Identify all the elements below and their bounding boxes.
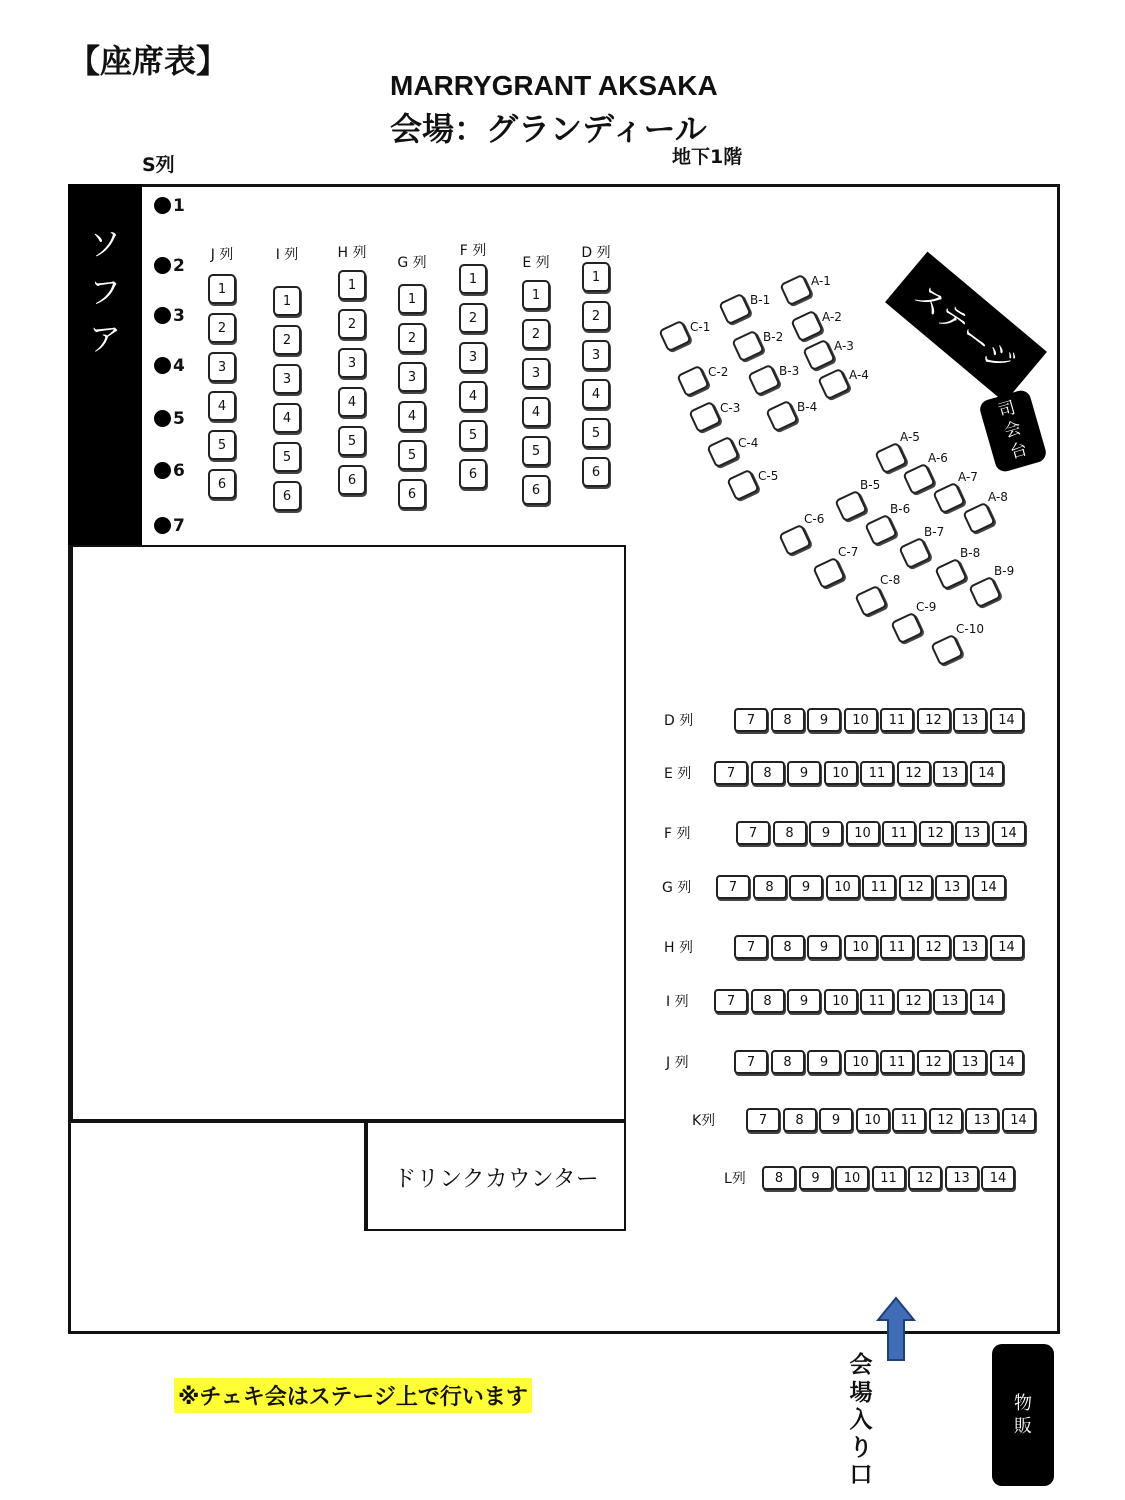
seat: 6 (338, 465, 366, 495)
sofa-seat-number: 7 (173, 516, 185, 536)
sofa-row-label: S列 (142, 154, 175, 176)
seat: 14 (990, 935, 1024, 959)
seat: 2 (459, 303, 487, 333)
seat: 4 (582, 379, 610, 409)
seat-dot-icon (154, 517, 171, 534)
seat: 4 (398, 401, 426, 431)
seat: 11 (872, 1166, 906, 1190)
seat: 4 (338, 387, 366, 417)
row-label: F 列 (664, 826, 691, 842)
seat: 8 (771, 1050, 805, 1074)
seat: 12 (908, 1166, 942, 1190)
seat-dot-icon (154, 410, 171, 427)
seat: 14 (992, 821, 1026, 845)
seat: 11 (860, 761, 894, 785)
row-label: L列 (724, 1171, 746, 1187)
seat: 11 (862, 875, 896, 899)
seat: 8 (751, 989, 785, 1013)
seat: 13 (935, 875, 969, 899)
sofa-seat-number: 3 (173, 306, 185, 326)
floor-block (71, 545, 626, 1121)
sofa-seat (154, 256, 185, 276)
sofa (68, 184, 142, 545)
seat: 12 (917, 935, 951, 959)
seat: 13 (965, 1108, 999, 1132)
sofa-seat-number: 6 (173, 461, 185, 481)
round-seat-label: A-8 (988, 490, 1008, 504)
seat: 1 (459, 264, 487, 294)
row-label: I 列 (666, 994, 689, 1010)
seat: 11 (880, 708, 914, 732)
page-title: 【座席表】 (68, 42, 229, 80)
seat: 3 (208, 352, 236, 382)
venue-hall: 会場：グランディール (390, 110, 707, 148)
round-seat-label: B-6 (890, 502, 911, 516)
seat: 4 (273, 403, 301, 433)
sofa-seat-number: 4 (173, 356, 185, 376)
seat: 8 (783, 1108, 817, 1132)
sofa-seat-number: 2 (173, 256, 185, 276)
seat: 10 (844, 1050, 878, 1074)
mc-char: 会 (1001, 418, 1024, 443)
sofa-seat-number: 5 (173, 409, 185, 429)
round-seat-label: C-4 (738, 436, 759, 450)
seat: 12 (917, 1050, 951, 1074)
seat: 14 (1002, 1108, 1036, 1132)
sofa-seat (154, 409, 185, 429)
round-seat-label: C-6 (804, 512, 825, 526)
merch-char: 販 (1014, 1416, 1032, 1437)
round-seat-label: C-2 (708, 365, 729, 379)
column-label: H 列 (337, 245, 367, 261)
seat: 9 (807, 935, 841, 959)
seat: 8 (753, 875, 787, 899)
seat: 6 (273, 481, 301, 511)
seat: 3 (459, 342, 487, 372)
seat: 14 (981, 1166, 1015, 1190)
round-seat-label: A-2 (822, 310, 842, 324)
entrance-char: 場 (849, 1379, 873, 1406)
seat: 10 (856, 1108, 890, 1132)
seat: 12 (929, 1108, 963, 1132)
seat: 2 (273, 325, 301, 355)
seat: 5 (459, 420, 487, 450)
entrance-arrow-icon (876, 1296, 916, 1362)
seat: 10 (824, 761, 858, 785)
seat: 1 (522, 280, 550, 310)
seat: 3 (398, 362, 426, 392)
seat: 2 (582, 301, 610, 331)
seat: 7 (734, 1050, 768, 1074)
seat: 5 (208, 430, 236, 460)
seat: 9 (809, 821, 843, 845)
sofa-seat (154, 196, 185, 216)
row-label: J 列 (666, 1055, 689, 1071)
round-seat-label: C-7 (838, 545, 859, 559)
seat-dot-icon (154, 197, 171, 214)
row-label: D 列 (664, 713, 694, 729)
floor-label: 地下1階 (672, 146, 743, 168)
seat: 2 (338, 309, 366, 339)
seat: 7 (714, 989, 748, 1013)
entrance-label (846, 1352, 876, 1490)
seat: 10 (846, 821, 880, 845)
round-seat-label: C-9 (916, 600, 937, 614)
round-seat-label: B-9 (994, 564, 1015, 578)
mc-char: 台 (1007, 438, 1030, 463)
seat: 3 (338, 348, 366, 378)
seat: 14 (970, 761, 1004, 785)
seat: 12 (897, 761, 931, 785)
seat: 5 (522, 436, 550, 466)
venue-name: MARRYGRANT AKSAKA (390, 70, 718, 101)
round-seat-label: B-7 (924, 525, 945, 539)
seat: 13 (933, 989, 967, 1013)
seat: 9 (807, 708, 841, 732)
seat: 4 (522, 397, 550, 427)
seat: 10 (835, 1166, 869, 1190)
stage: ステージ (885, 252, 1047, 403)
entrance-char: 口 (849, 1462, 873, 1489)
seat: 2 (398, 323, 426, 353)
row-label: H 列 (664, 940, 693, 956)
seat: 6 (522, 475, 550, 505)
seat: 1 (398, 284, 426, 314)
seat-dot-icon (154, 462, 171, 479)
seat: 8 (771, 935, 805, 959)
seat: 4 (459, 381, 487, 411)
seat: 1 (208, 274, 236, 304)
seat: 10 (824, 989, 858, 1013)
round-seat-label: C-5 (758, 469, 779, 483)
round-seat-label: C-8 (880, 573, 901, 587)
round-seat-label: B-4 (797, 400, 818, 414)
round-seat-label: B-3 (779, 364, 800, 378)
seat: 10 (844, 935, 878, 959)
round-seat-label: A-4 (849, 368, 869, 382)
sofa-seat-number: 1 (173, 196, 185, 216)
round-seat-label: B-2 (763, 330, 784, 344)
seat: 12 (919, 821, 953, 845)
seat: 13 (933, 761, 967, 785)
seat: 6 (582, 457, 610, 487)
seat: 6 (208, 469, 236, 499)
seat: 14 (972, 875, 1006, 899)
seat: 7 (736, 821, 770, 845)
mc-char: 司 (996, 398, 1018, 422)
column-label: D 列 (581, 245, 611, 261)
seat: 3 (273, 364, 301, 394)
seat: 11 (860, 989, 894, 1013)
entrance-char: り (849, 1434, 873, 1461)
seat: 9 (807, 1050, 841, 1074)
seat: 3 (522, 358, 550, 388)
seat: 13 (945, 1166, 979, 1190)
seat: 3 (582, 340, 610, 370)
seat: 1 (582, 262, 610, 292)
round-seat-label: B-5 (860, 478, 881, 492)
round-seat-label: A-6 (928, 451, 948, 465)
seat: 5 (338, 426, 366, 456)
column-label: G 列 (397, 255, 427, 271)
row-label: E 列 (664, 766, 692, 782)
seat: 13 (955, 821, 989, 845)
seat: 11 (882, 821, 916, 845)
seat: 6 (398, 479, 426, 509)
sofa-label-char: ソ (88, 225, 121, 263)
seat: 9 (789, 875, 823, 899)
seat: 11 (892, 1108, 926, 1132)
seat: 14 (990, 1050, 1024, 1074)
merch-booth (992, 1344, 1054, 1486)
seat: 9 (799, 1166, 833, 1190)
round-seat-label: C-10 (956, 622, 984, 636)
floor-block (71, 1121, 366, 1231)
seat: 8 (751, 761, 785, 785)
row-label: K列 (692, 1113, 716, 1129)
column-label: E 列 (522, 255, 550, 271)
sofa-seat (154, 461, 185, 481)
seat: 7 (746, 1108, 780, 1132)
round-seat-label: A-7 (958, 470, 978, 484)
seat: 7 (734, 708, 768, 732)
round-seat-label: C-1 (690, 320, 711, 334)
seat: 6 (459, 459, 487, 489)
seat: 8 (771, 708, 805, 732)
seat: 14 (970, 989, 1004, 1013)
column-label: I 列 (275, 247, 299, 263)
sofa-seat (154, 516, 185, 536)
round-seat-label: B-1 (750, 293, 771, 307)
seat: 12 (917, 708, 951, 732)
seat: 7 (714, 761, 748, 785)
sofa-seat (154, 306, 185, 326)
seat: 5 (398, 440, 426, 470)
seat: 14 (990, 708, 1024, 732)
seat: 1 (338, 270, 366, 300)
seat: 12 (897, 989, 931, 1013)
seat: 5 (582, 418, 610, 448)
seat: 1 (273, 286, 301, 316)
sofa-label-char: ア (88, 320, 121, 359)
row-label: G 列 (662, 880, 692, 896)
seat-dot-icon (154, 257, 171, 274)
seat: 7 (716, 875, 750, 899)
seat: 2 (522, 319, 550, 349)
seat: 11 (880, 1050, 914, 1074)
round-seat-label: B-8 (960, 546, 981, 560)
seat: 9 (819, 1108, 853, 1132)
seat: 9 (787, 761, 821, 785)
drink-counter: ドリンクカウンター (366, 1121, 626, 1231)
cheki-note: ※チェキ会はステージ上で行います (174, 1378, 532, 1413)
entrance-char: 会 (849, 1352, 873, 1378)
sofa-seat (154, 356, 185, 376)
seat: 9 (787, 989, 821, 1013)
merch-char: 物 (1014, 1392, 1032, 1414)
seat: 4 (208, 391, 236, 421)
seat: 13 (953, 708, 987, 732)
round-seat-label: A-1 (811, 274, 831, 288)
seat: 5 (273, 442, 301, 472)
seat: 8 (762, 1166, 796, 1190)
seat: 13 (953, 935, 987, 959)
seat: 10 (844, 708, 878, 732)
column-label: J 列 (210, 247, 234, 263)
seat: 13 (953, 1050, 987, 1074)
sofa-label-char: フ (88, 272, 121, 311)
round-seat-label: A-3 (834, 339, 854, 353)
entrance-char: 入 (849, 1407, 873, 1434)
seat: 11 (880, 935, 914, 959)
seat: 10 (826, 875, 860, 899)
round-seat-label: A-5 (900, 430, 920, 444)
seat: 8 (773, 821, 807, 845)
seat: 2 (208, 313, 236, 343)
column-label: F 列 (459, 243, 487, 259)
seat-dot-icon (154, 357, 171, 374)
seat: 7 (734, 935, 768, 959)
round-seat-label: C-3 (720, 401, 741, 415)
seat-dot-icon (154, 307, 171, 324)
seat: 12 (899, 875, 933, 899)
